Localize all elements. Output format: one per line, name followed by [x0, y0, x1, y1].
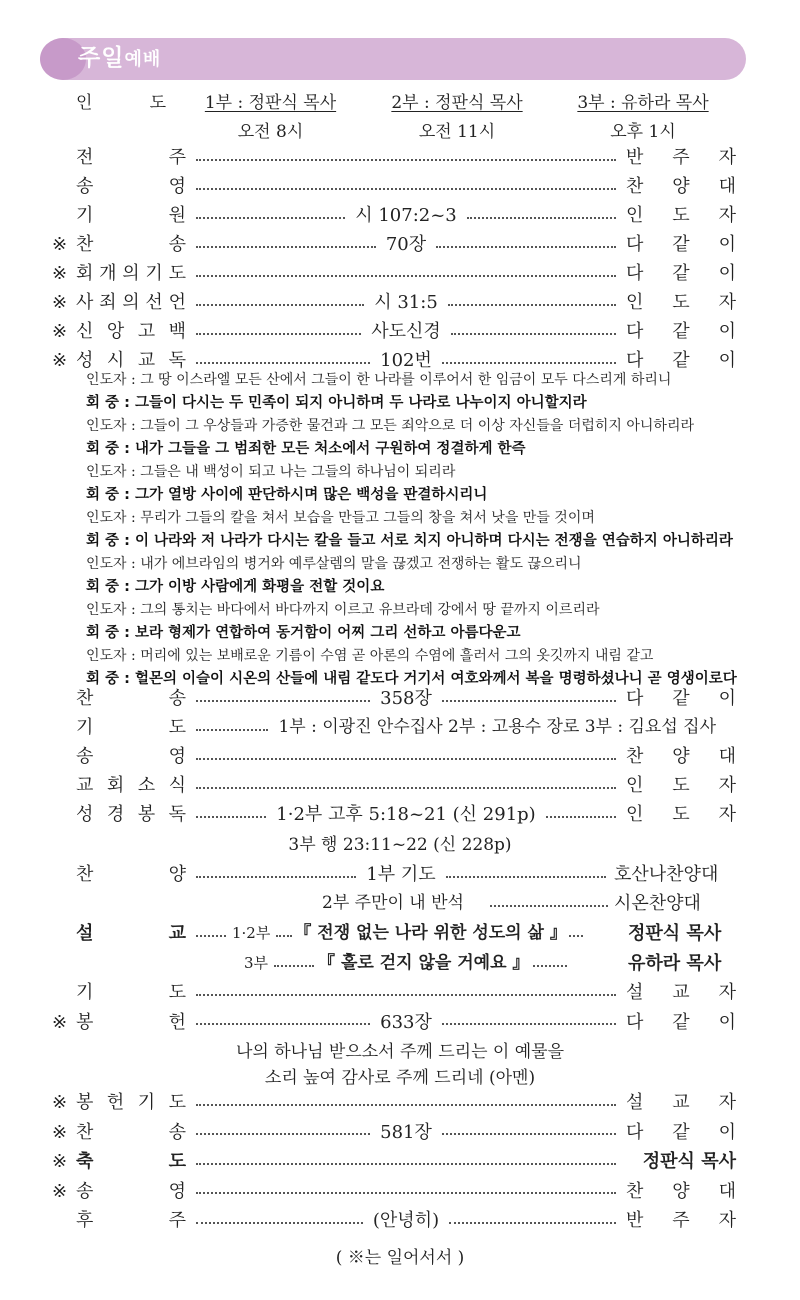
item-leader: 다 같 이 — [626, 688, 736, 709]
offering-song-line-1: 나의 하나님 받으소서 주께 드리는 이 예물을 — [235, 1042, 565, 1062]
item-label: 사 죄 의 선 언 — [76, 292, 186, 313]
service-2: 2부 : 정판식 목사 오전 11시 — [391, 93, 523, 142]
order-row — [0, 1206, 800, 1235]
leader-dots — [196, 742, 616, 771]
standing-mark: ※ — [52, 1011, 68, 1033]
leader-dots — [196, 800, 616, 829]
item-label: 송 영 — [76, 746, 186, 767]
choir-hosanna: 호산나찬양대 — [614, 864, 719, 885]
item-leader: 다 같 이 — [626, 1121, 736, 1143]
standing-mark: ※ — [52, 234, 68, 255]
order-row — [0, 1147, 800, 1176]
item-label: 송 영 — [76, 1180, 186, 1202]
leader-dots — [196, 1088, 616, 1117]
congregation-line: 회 중 : 그들이 다시는 두 민족이 되지 아니하며 두 나라로 나누이지 아니할지라 — [86, 395, 587, 411]
item-label: 찬 송 — [76, 688, 186, 709]
item-leader: 찬 양 대 — [626, 746, 736, 767]
item-label: 전 주 — [76, 147, 186, 168]
order-row — [0, 143, 800, 172]
service-3: 3부 : 유하라 목사 오후 1시 — [577, 93, 709, 142]
praise-row-1: 찬 양 1부 기도 호산나찬양대 — [0, 860, 800, 889]
item-leader: 다 같 이 — [626, 321, 736, 342]
item-leader: 인 도 자 — [626, 804, 736, 825]
congregation-line: 회 중 : 그가 이방 사람에게 화평을 전할 것이요 — [86, 579, 385, 595]
sermon-row-1: 설 교 1·2부 『 전쟁 없는 나라 위한 성도의 삶 』 정판식 목사 — [0, 919, 800, 948]
leader-dots: 1부 : 이광진 안수집사 2부 : 고용수 장로 3부 : 김요섭 집사 — [196, 713, 726, 742]
leader-dots — [196, 1118, 616, 1147]
section-title: 주일예배 — [78, 45, 162, 71]
item-leader: 설 교 자 — [626, 1092, 736, 1113]
order-row — [0, 978, 800, 1007]
order-row — [0, 317, 800, 346]
praise-row-2: 2부 주만이 내 반석 시온찬양대 — [0, 889, 800, 918]
sermon-title-2: 『 홀로 걷지 않을 거예요 』 — [318, 953, 530, 973]
item-label: 기 원 — [76, 205, 186, 226]
item-detail: 102번 — [380, 350, 432, 371]
leader-dots — [196, 1177, 616, 1206]
offering-song-line-2: 소리 높여 감사로 주께 드리네 (아멘) — [264, 1068, 536, 1088]
leader-line: 인도자 : 머리에 있는 보배로운 기름이 수염 곧 아론의 수염에 흘러서 그의 옷깃까지 내림 같고 — [86, 648, 654, 664]
leader-dots — [196, 684, 616, 713]
leader-line: 인도자 : 그의 통치는 바다에서 바다까지 이르고 유브라데 강에서 땅 끝까지 이르리라 — [86, 602, 600, 618]
leader-line: 인도자 : 무리가 그들의 칼을 쳐서 보습을 만들고 그들의 창을 쳐서 낫을 만들 것이며 — [86, 510, 595, 526]
item-leader: 찬 양 대 — [626, 1180, 736, 1202]
leader-line: 인도자 : 그 땅 이스라엘 모든 산에서 그들이 한 나라를 이루어서 한 임금이 모두 다스리게 하리니 — [86, 372, 672, 388]
footnote: ( ※는 일어서서 ) — [335, 1248, 465, 1268]
item-detail: 358장 — [380, 688, 432, 709]
order-row — [0, 259, 800, 288]
congregation-line: 회 중 : 보라 형제가 연합하여 동거함이 어찌 그리 선하고 아름다운고 — [86, 625, 521, 641]
leader-row — [0, 86, 800, 140]
standing-mark: ※ — [52, 321, 68, 342]
order-row — [0, 288, 800, 317]
leader-dots — [196, 201, 616, 230]
item-leader: 반 주 자 — [626, 147, 736, 168]
congregation-line: 회 중 : 이 나라와 저 나라가 다시는 칼을 들고 서로 치지 아니하며 다시는 전쟁을 연습하지 아니하리라 — [86, 533, 733, 549]
item-detail: 시 31:5 — [374, 292, 438, 313]
sermon-row-2: 3부 『 홀로 걷지 않을 거예요 』 유하라 목사 — [0, 949, 800, 978]
leader-dots — [196, 771, 616, 800]
order-row — [0, 684, 800, 713]
item-leader: 인 도 자 — [626, 292, 736, 313]
item-label: 봉 헌 — [76, 1011, 186, 1033]
item-detail: 사도신경 — [371, 321, 441, 342]
item-leader: 인 도 자 — [626, 775, 736, 796]
item-label: 성 시 교 독 — [76, 350, 186, 371]
congregation-line: 회 중 : 헐몬의 이슬이 시온의 산들에 내림 같도다 거기서 여호와께서 복을 명령하셨나니 곧 영생이로다 — [86, 671, 737, 687]
item-detail: (안녕히) — [372, 1210, 440, 1231]
reading-3: 3부 행 23:11~22 (신 228p) — [288, 835, 512, 855]
standing-mark: ※ — [52, 263, 68, 284]
item-detail: 1·2부 고후 5:18~21 (신 291p) — [276, 804, 536, 825]
item-leader: 찬 양 대 — [626, 176, 736, 197]
item-detail: 시 107:2~3 — [355, 205, 457, 226]
item-detail: 581장 — [380, 1121, 432, 1143]
item-label: 찬 송 — [76, 234, 186, 255]
order-row — [0, 230, 800, 259]
leader-line: 인도자 : 그들은 내 백성이 되고 나는 그들의 하나님이 되리라 — [86, 464, 456, 480]
leader-dots — [196, 978, 616, 1007]
item-label: 봉 헌 기 도 — [76, 1092, 186, 1113]
sermon-label: 설 교 — [76, 923, 186, 944]
item-leader: 다 같 이 — [626, 234, 736, 255]
order-row — [0, 1088, 800, 1117]
standing-mark: ※ — [52, 292, 68, 313]
item-leader: 인 도 자 — [626, 205, 736, 226]
congregation-line: 회 중 : 그가 열방 사이에 판단하시며 많은 백성을 판결하시리니 — [86, 487, 488, 503]
choir-zion: 시온찬양대 — [614, 893, 701, 914]
item-label: 축 도 — [76, 1151, 186, 1172]
leader-dots — [196, 317, 616, 346]
leader-dots — [196, 1147, 616, 1176]
standing-mark: ※ — [52, 1180, 68, 1202]
leader-line: 인도자 : 내가 에브라임의 병거와 예루살렘의 말을 끊겠고 전쟁하는 활도 끊으리니 — [86, 556, 582, 572]
order-row — [0, 201, 800, 230]
item-label: 송 영 — [76, 176, 186, 197]
order-row — [0, 1008, 800, 1037]
leader-dots — [196, 259, 616, 288]
congregation-line: 회 중 : 내가 그들을 그 범죄한 모든 처소에서 구원하여 정결하게 한즉 — [86, 441, 526, 457]
leader-dots — [196, 288, 616, 317]
item-label: 기 도 — [76, 982, 186, 1003]
leader-dots — [196, 172, 616, 201]
standing-mark: ※ — [52, 1092, 68, 1113]
leader-dots — [196, 1008, 616, 1037]
order-row — [0, 800, 800, 829]
item-leader: 다 같 이 — [626, 350, 736, 371]
service-1: 1부 : 정판식 목사 오전 8시 — [204, 93, 337, 142]
standing-mark: ※ — [52, 1151, 68, 1172]
order-row — [0, 771, 800, 800]
item-detail: 633장 — [380, 1011, 432, 1033]
item-label: 신 앙 고 백 — [76, 321, 186, 342]
order-row — [0, 742, 800, 771]
standing-mark: ※ — [52, 350, 68, 371]
item-label: 찬 송 — [76, 1121, 186, 1143]
item-label: 교 회 소 식 — [76, 775, 186, 796]
leader-dots — [196, 230, 616, 259]
leader-line: 인도자 : 그들이 그 우상들과 가증한 물건과 그 모든 죄악으로 더 이상 자신들을 더럽히지 아니하리라 — [86, 418, 694, 434]
item-label: 기 도 — [76, 717, 186, 738]
leader-label: 인 도 — [76, 93, 166, 113]
item-detail: 70장 — [385, 234, 427, 255]
item-leader: 반 주 자 — [626, 1210, 736, 1231]
item-leader: 다 같 이 — [626, 1011, 736, 1033]
standing-mark: ※ — [52, 1121, 68, 1143]
order-row — [0, 713, 800, 742]
order-row — [0, 1118, 800, 1147]
order-row — [0, 1177, 800, 1206]
item-leader: 다 같 이 — [626, 263, 736, 284]
section-header-bar — [42, 38, 746, 80]
item-leader: 정판식 목사 — [642, 1151, 736, 1172]
item-label: 성 경 봉 독 — [76, 804, 186, 825]
praise-label: 찬 양 — [76, 864, 186, 885]
sermon-title-1: 『 전쟁 없는 나라 위한 성도의 삶 』 — [294, 923, 567, 943]
order-row — [0, 172, 800, 201]
leader-dots — [196, 1206, 616, 1235]
item-leader: 설 교 자 — [626, 982, 736, 1003]
leader-dots — [196, 143, 616, 172]
item-label: 회 개 의 기 도 — [76, 263, 186, 284]
item-label: 후 주 — [76, 1210, 186, 1231]
